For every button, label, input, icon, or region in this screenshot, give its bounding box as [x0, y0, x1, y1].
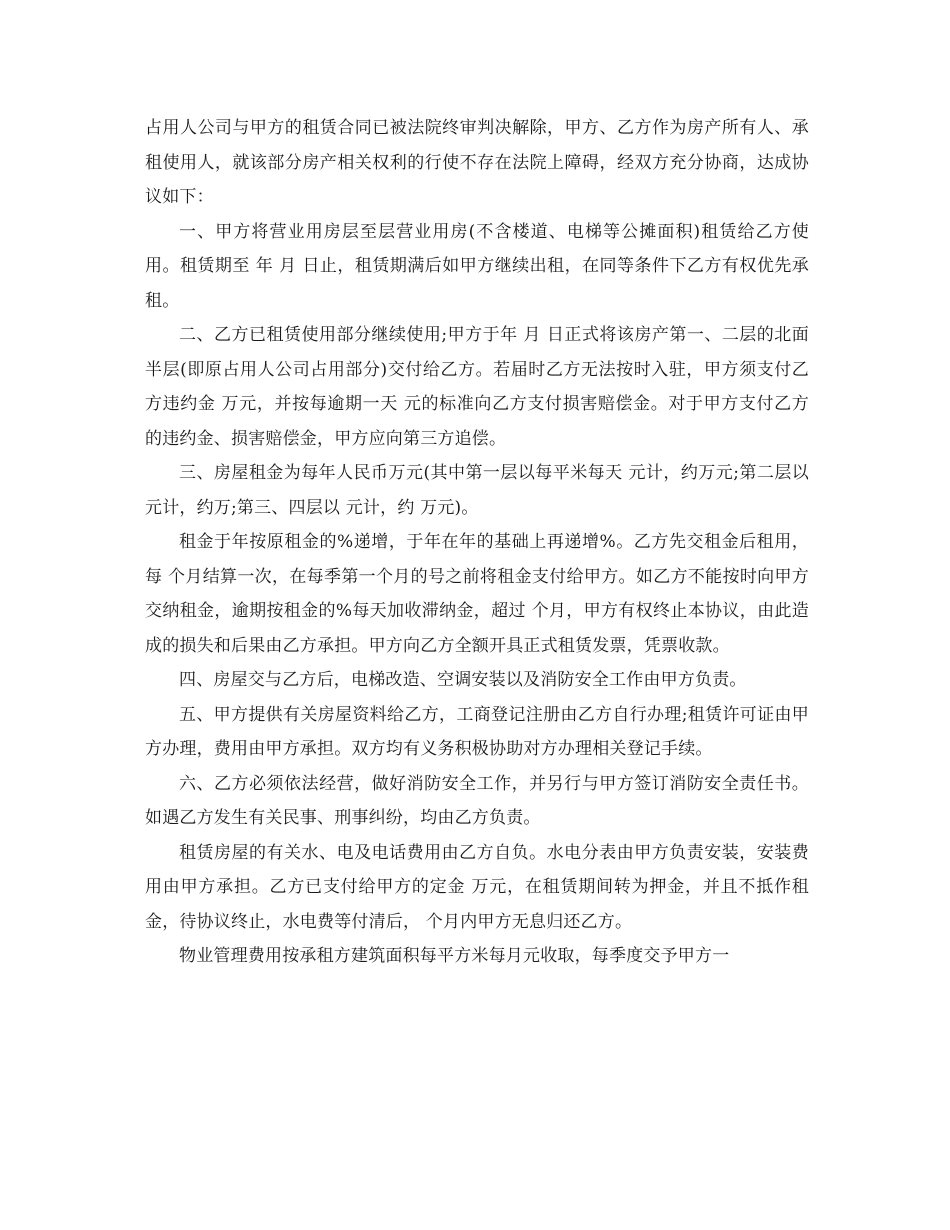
- paragraph-clause-1: 一、甲方将营业用房层至层营业用房(不含楼道、电梯等公摊面积)租赁给乙方使用。租赁期至 年 月 日止，租赁期满后如甲方继续出租，在同等条件下乙方有权优先承租。: [145, 221, 809, 311]
- paragraph-intro: 占用人公司与甲方的租赁合同已被法院终审判决解除，甲方、乙方作为房产所有人、承租使用人，就该部分房产相关权利的行使不存在法院上障碍，经双方充分协商，达成协议如下：: [145, 118, 809, 207]
- paragraph-property-fee: 物业管理费用按承租方建筑面积每平方米每月元收取，每季度交予甲方一: [179, 946, 730, 966]
- paragraph-clause-4: 四、房屋交与乙方后，电梯改造、空调安装以及消防安全工作由甲方负责。: [179, 670, 747, 690]
- paragraph-utilities: 租赁房屋的有关水、电及电话费用由乙方自负。水电分表由甲方负责安装，安装费用由甲方承担。乙方已支付给甲方的定金 万元，在租赁期间转为押金，并且不抵作租金，待协议终止，水电费等付清后， 个月内甲方无息归还乙方。: [145, 842, 809, 932]
- paragraph-clause-6: 六、乙方必须依法经营，做好消防安全工作，并另行与甲方签订消防安全责任书。如遇乙方发生有关民事、刑事纠纷，均由乙方负责。: [145, 773, 809, 828]
- paragraph-clause-2: 二、乙方已租赁使用部分继续使用;甲方于年 月 日正式将该房产第一、二层的北面半层(即原占用人公司占用部分)交付给乙方。若届时乙方无法按时入驻，甲方须支付乙方违约金 万元，并按每逾期一天 元的标准向乙方支付损害赔偿金。对于甲方支付乙方的违约金、损害赔偿金，甲方应向第三方追偿。: [145, 325, 809, 449]
- document-body: [145, 111, 809, 974]
- paragraph-rent-terms: 租金于年按原租金的%递增，于年在年的基础上再递增%。乙方先交租金后租用，每 个月结算一次，在每季第一个月的号之前将租金支付给甲方。如乙方不能按时向甲方交纳租金，逾期按租金的%每天加收滞纳金，超过 个月，甲方有权终止本协议，由此造成的损失和后果由乙方承担。甲方向乙方全额开具正式租赁发票，凭票收款。: [145, 532, 809, 656]
- paragraph-clause-5: 五、甲方提供有关房屋资料给乙方，工商登记注册由乙方自行办理;租赁许可证由甲方办理，费用由甲方承担。双方均有义务积极协助对方办理相关登记手续。: [145, 704, 809, 759]
- paragraph-clause-3: 三、房屋租金为每年人民币万元(其中第一层以每平米每天 元计，约万元;第二层以元计，约万;第三、四层以 元计，约 万元)。: [145, 463, 809, 518]
